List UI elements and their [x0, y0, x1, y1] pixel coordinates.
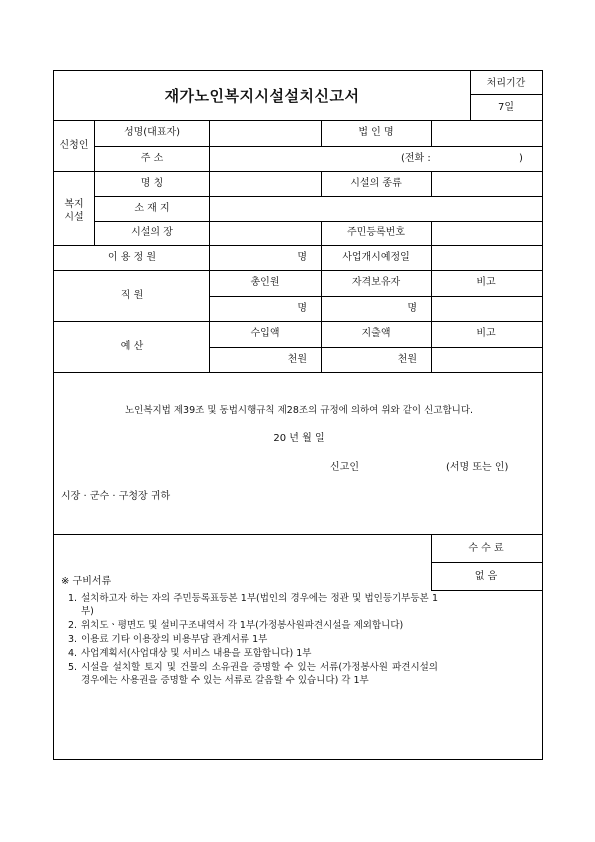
address-label: 주 소 [140, 153, 164, 164]
grid-line [54, 171, 542, 172]
processing-period-value: 7일 [497, 102, 515, 113]
staff-qualified-label: 자격보유자 [351, 277, 401, 288]
grid-line [431, 245, 432, 372]
fee-value: 없 음 [474, 571, 498, 582]
declaration-date: 20 년 월 일 [273, 433, 325, 444]
representative-name-label: 성명(대표자) [123, 127, 181, 138]
grid-line [54, 321, 542, 322]
budget-income-label: 수입액 [250, 328, 280, 339]
grid-line [54, 270, 542, 271]
budget-expense-label: 지출액 [361, 328, 391, 339]
facility-head-label: 시설의 장 [131, 227, 173, 238]
phone-close-label: ) [519, 153, 523, 164]
budget-note-label: 비고 [476, 328, 496, 339]
capacity-label: 이 용 정 원 [107, 252, 157, 263]
declarant-label: 신고인 [330, 462, 359, 473]
list-item: 3. 이용료 기타 이용장의 비용부담 관계서류 1부 [68, 634, 268, 645]
form-title: 재가노인복지시설설치신고서 [164, 87, 360, 105]
start-date-label: 사업개시예정일 [342, 252, 410, 263]
grid-line [321, 245, 322, 372]
grid-line [209, 347, 542, 348]
grid-line [431, 221, 432, 245]
processing-period-label: 처리기간 [486, 78, 526, 89]
grid-line [321, 120, 322, 146]
grid-line [431, 590, 542, 591]
addressee: 시장 · 군수 · 구청장 귀하 [61, 491, 171, 502]
budget-label: 예 산 [120, 341, 144, 352]
grid-line [431, 562, 542, 563]
grid-line [321, 171, 322, 196]
corporation-name-label: 법 인 명 [358, 127, 394, 138]
grid-line [470, 94, 542, 95]
staff-total-label: 총인원 [250, 277, 280, 288]
grid-line [94, 146, 542, 147]
grid-line [54, 245, 542, 246]
grid-line [209, 296, 542, 297]
grid-line [94, 120, 95, 245]
documents-list [68, 592, 438, 688]
budget-unit-expense: 천원 [397, 354, 417, 365]
documents-heading: ※ 구비서류 [61, 576, 112, 587]
staff-unit-total: 명 [297, 303, 307, 314]
grid-line [470, 71, 471, 120]
resident-number-label: 주민등록번호 [347, 227, 405, 238]
phone-open-label: (전화 : [401, 153, 431, 164]
applicant-section-label: 신청인 [59, 140, 89, 151]
facility-location-label: 소 재 지 [134, 203, 170, 214]
grid-line [54, 534, 542, 535]
capacity-unit: 명 [297, 252, 307, 263]
list-item: 4. 사업계획서(사업대상 및 서비스 내용을 포함합니다) 1부 [68, 648, 312, 659]
grid-line [94, 221, 542, 222]
declaration-statement: 노인복지법 제39조 및 동법시행규칙 제28조의 규정에 의하여 위와 같이 신고합니다. [124, 405, 474, 416]
fee-label: 수 수 료 [468, 543, 504, 554]
list-item: 1. 설치하고자 하는 자의 주민등록표등본 1부(법인의 경우에는 정관 및 법인등기부등본 1부) [68, 593, 438, 617]
report-form [53, 70, 543, 760]
signature-label: (서명 또는 인) [446, 462, 509, 473]
staff-unit-qualified: 명 [407, 303, 417, 314]
facility-section-label-2: 시설 [64, 212, 84, 223]
grid-line [431, 120, 432, 146]
grid-line [54, 120, 542, 121]
grid-line [94, 196, 542, 197]
staff-label: 직 원 [120, 290, 144, 301]
facility-name-label: 명 칭 [140, 178, 164, 189]
grid-line [209, 120, 210, 372]
grid-line [431, 171, 432, 196]
budget-unit-income: 천원 [287, 354, 307, 365]
list-item: 2. 위치도ㆍ평면도 및 설비구조내역서 각 1부(가정봉사원파견시설을 제외합니다) [68, 620, 404, 631]
facility-type-label: 시설의 종류 [350, 178, 402, 189]
staff-note-label: 비고 [476, 277, 496, 288]
facility-section-label-1: 복지 [64, 199, 84, 210]
list-item: 5. 시설을 설치할 토지 및 건물의 소유권을 증명할 수 있는 서류(가정봉사원 파견시설의 경우에는 사용권을 증명할 수 있는 서류로 갈음할 수 있습니다) 각 1부 [68, 662, 438, 686]
grid-line [321, 221, 322, 245]
grid-line [54, 372, 542, 373]
